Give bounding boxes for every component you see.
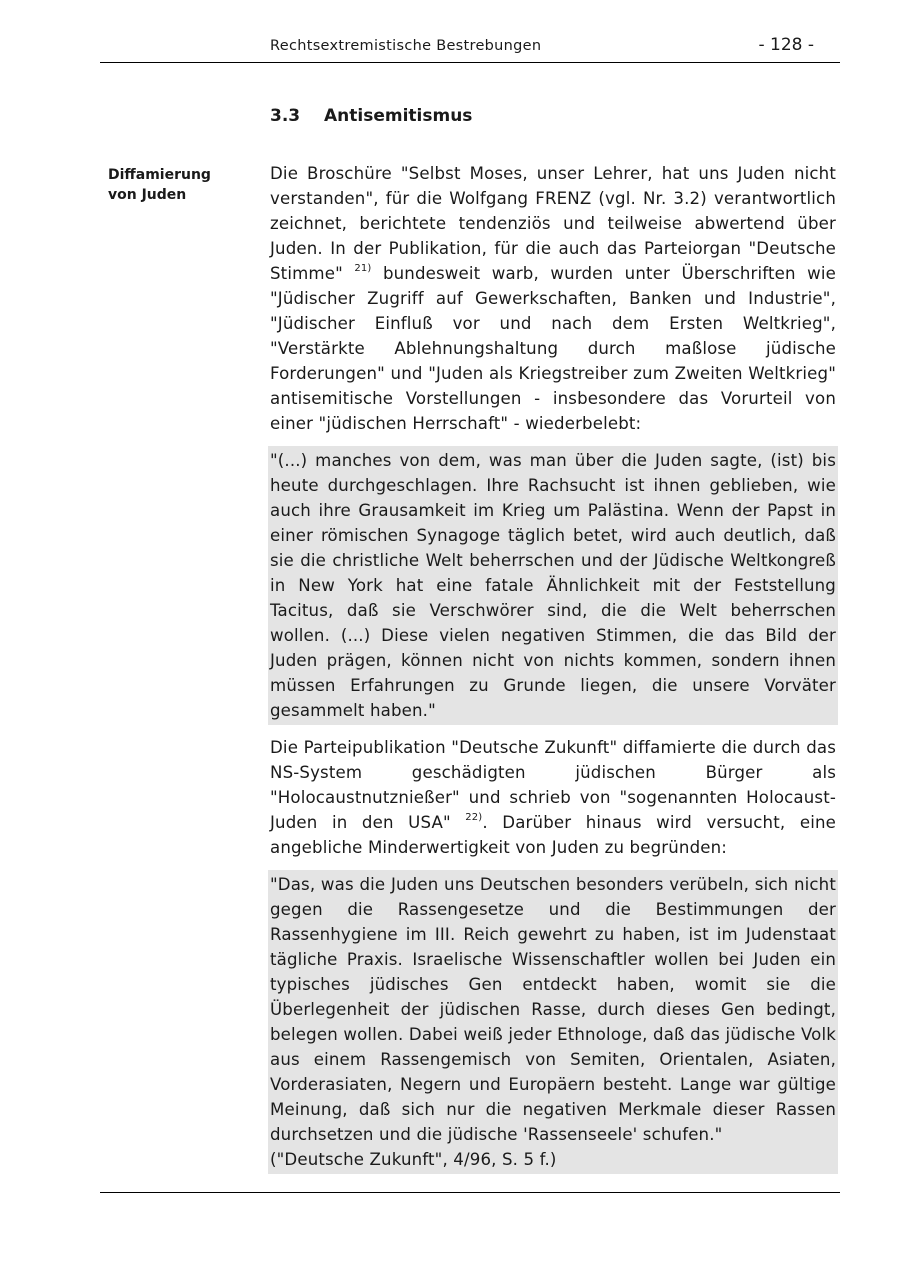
section-heading xyxy=(270,106,472,126)
page-header xyxy=(100,36,840,63)
section-title: Antisemitismus xyxy=(324,106,473,126)
quote-1: "(...) manches von dem, was man über die Juden sagte, (ist) bis heute durchgeschlagen. Ihre Rachsucht ist ihnen geblieben, wie auch ihre Grausamkeit im Krieg um Palästina. Wenn der Papst in einer römischen Synagoge täglich betet, wird auch deutlich, daß sie die christliche Welt beherrschen und der Jüdische Weltkongreß in New York hat eine fatale Ähnlichkeit mit der Feststellung Tacitus, daß sie Verschwörer sind, die die Welt beherrschen wollen. (...) Diese vielen negativen Stimmen, die das Bild der Juden prägen, können nicht von nichts kommen, sondern ihnen müssen Erfahrungen zu Grunde liegen, die unsere Vorväter gesammelt haben." xyxy=(268,446,838,725)
paragraph-2 xyxy=(270,735,836,860)
paragraph-1-text-b: bundesweit warb, wurden unter Überschriften wie "Jüdischer Zugriff auf Gewerkschaften, Banken und Industrie", "Jüdischer Einfluß vor und nach dem Ersten Weltkrieg", "Verstärkte Ablehnungshaltung durch maßlose jüdische Forderungen" und "Juden als Kriegstreiber zum Zweiten Weltkrieg" antisemitische Vorstellungen - insbesondere das Vorurteil von einer "jüdischen Herrschaft" - wiederbelebt: xyxy=(270,264,837,433)
paragraph-1-text-a: Die Broschüre "Selbst Moses, unser Lehrer, hat uns Juden nicht verstanden", für die Wolfgang FRENZ (vgl. Nr. 3.2) verantwortlich zeichnet, berichtete tendenziös und teilweise abwertend über Juden. In der Publikation, für die auch das Parteiorgan "Deutsche Stimme" xyxy=(270,164,836,283)
quote-2-source: ("Deutsche Zukunft", 4/96, S. 5 f.) xyxy=(270,1150,557,1169)
footnote-ref-22: 22) xyxy=(465,812,483,824)
body-content xyxy=(270,161,836,1174)
paragraph-1 xyxy=(270,161,836,436)
running-title: Rechtsextremistische Bestrebungen xyxy=(270,38,542,54)
margin-note xyxy=(108,165,248,205)
paragraph-2-text-b: . Darüber hinaus wird versucht, eine angebliche Minderwertigkeit von Juden zu begründen: xyxy=(270,813,836,857)
margin-note-line-1: Diffamierung xyxy=(108,167,211,183)
quote-2-text: "Das, was die Juden uns Deutschen besonders verübeln, sich nicht gegen die Rassengesetze und die Bestimmungen der Rassenhygiene im III. Reich gewehrt zu haben, ist im Judenstaat tägliche Praxis. Israelische Wissenschaftler wollen bei Juden ein typisches jüdisches Gen entdeckt haben, womit sie die Überlegenheit der jüdischen Rasse, durch dieses Gen bedingt, belegen wollen. Dabei weiß jeder Ethnologe, daß das jüdische Volk aus einem Rassengemisch von Semiten, Orientalen, Asiaten, Vorderasiaten, Negern und Europäern besteht. Lange war gültige Meinung, daß sich nur die negativen Merkmale dieser Rassen durchsetzen und die jüdische 'Rassenseele' schufen." xyxy=(270,875,836,1144)
page-number: - 128 - xyxy=(758,35,814,55)
footnote-ref-21: 21) xyxy=(354,263,372,275)
margin-note-line-2: von Juden xyxy=(108,187,187,203)
footer-rule xyxy=(100,1192,840,1193)
quote-2 xyxy=(268,870,838,1174)
paragraph-2-text-a: Die Parteipublikation "Deutsche Zukunft" diffamierte die durch das NS-System geschädigten jüdischen Bürger als "Holocaustnutznießer" und schrieb von "sogenannten Holocaust-Juden in den USA" xyxy=(270,738,836,832)
section-number: 3.3 xyxy=(270,106,301,126)
